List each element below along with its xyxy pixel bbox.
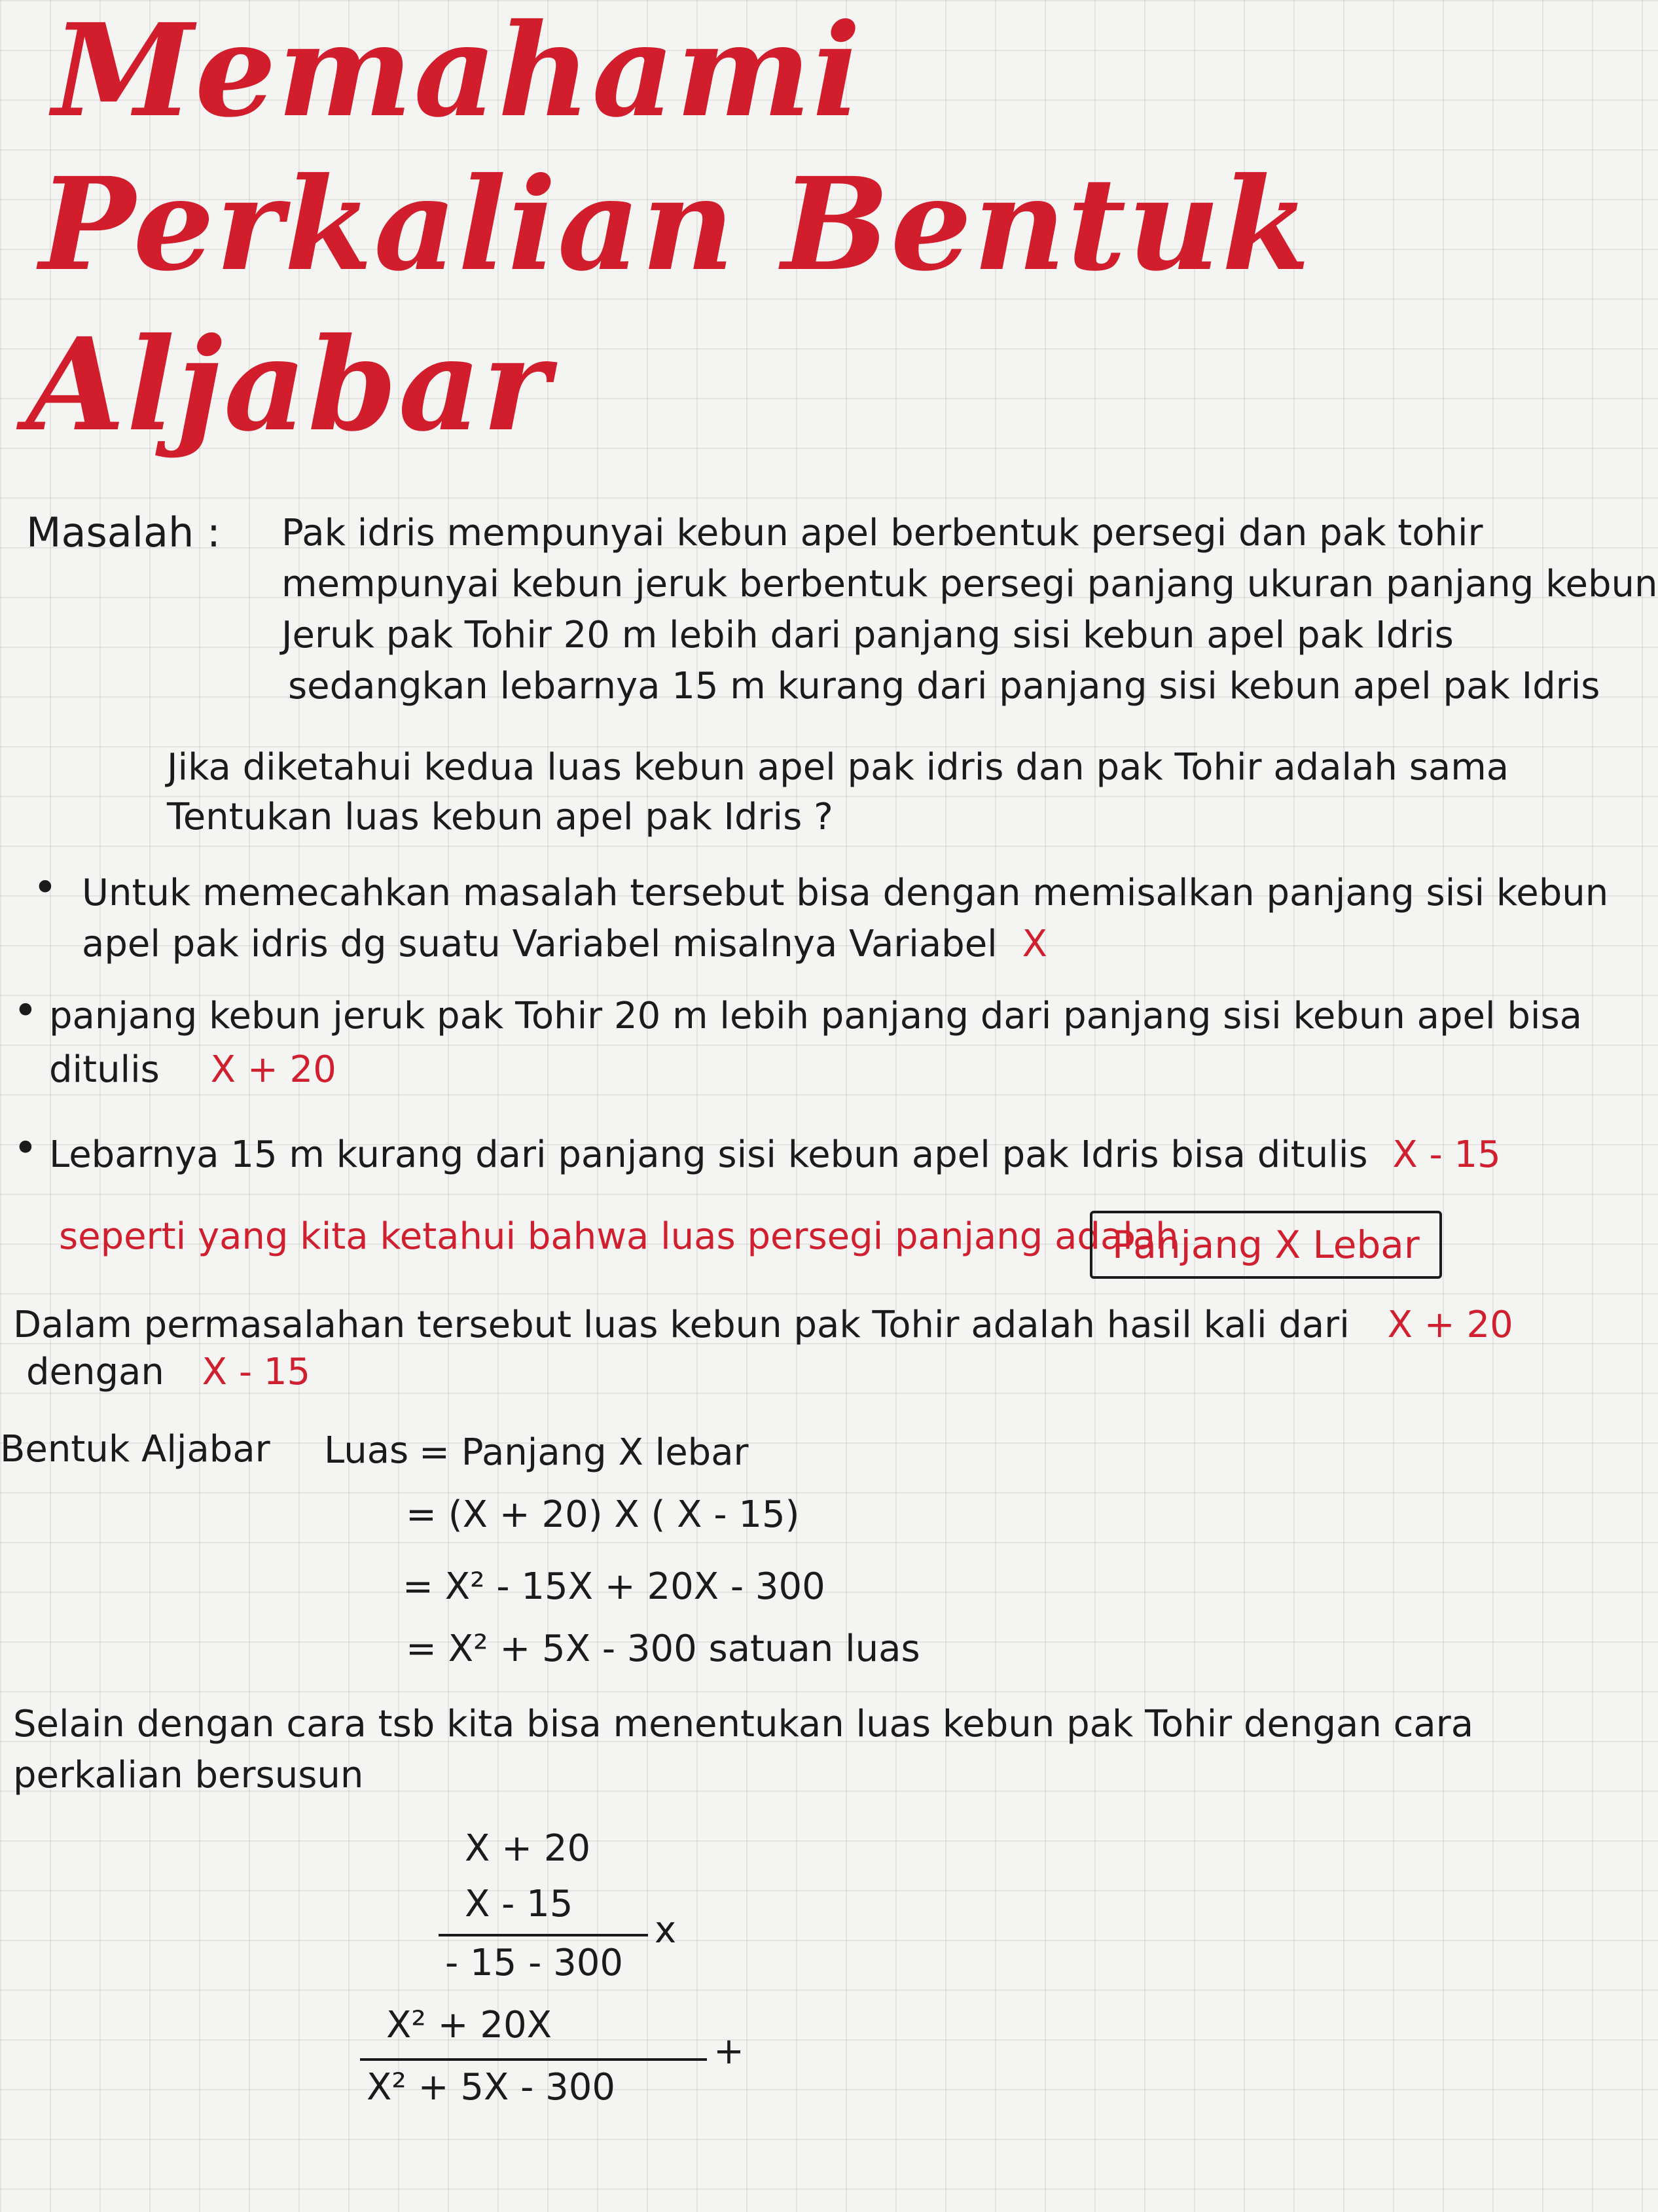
stacked-line-1 [439,1934,648,1936]
algebra-step: = X² + 5X - 300 satuan luas [406,1628,920,1670]
problem-line: sedangkan lebarnya 15 m kurang dari panjang sisi kebun apel pak Idris [288,665,1600,707]
stacked-op-multiply: x [655,1909,677,1952]
bullet-2-line-1: panjang kebun jeruk pak Tohir 20 m lebih panjang dari panjang sisi kebun apel bisa [49,995,1582,1037]
bullet-dot: • [13,987,38,1035]
title-line-2: Perkalian Bentuk [39,149,1312,299]
bullet-dot: • [33,864,58,912]
stacked-result: X² + 5X - 300 [367,2066,616,2109]
problem-line: Jeruk pak Tohir 20 m lebih dari panjang sisi kebun apel pak Idris [281,614,1454,656]
alternative-line: perkalian bersusun [13,1754,364,1796]
bullet-1-highlight: X [1022,923,1047,965]
note-text: seperti yang kita ketahui bahwa luas persegi panjang adalah [59,1215,1179,1258]
stacked-partial-1: - 15 - 300 [445,1942,623,1984]
explanation-line-2: dengan [26,1351,164,1393]
stacked-line-2 [360,2058,707,2061]
problem-line: mempunyai kebun jeruk berbentuk persegi panjang ukuran panjang kebun [281,563,1658,605]
stacked-op-add: + [713,2030,744,2073]
title-line-1: Memahami [52,0,863,145]
bullet-3-highlight: X - 15 [1392,1133,1501,1176]
stacked-row-1: X + 20 [465,1827,591,1870]
algebra-step: = Panjang X lebar [419,1431,749,1474]
alternative-line: Selain dengan cara tsb kita bisa menentukan luas kebun pak Tohir dengan cara [13,1703,1474,1745]
bullet-3-line-1-wrap [49,1132,1501,1178]
algebra-lhs: Luas [324,1429,409,1472]
algebra-step: = X² - 15X + 20X - 300 [403,1565,825,1608]
stacked-partial-2: X² + 20X [386,2004,552,2046]
algebra-label: Bentuk Aljabar [0,1428,270,1471]
explanation-line-1: Dalam permasalahan tersebut luas kebun pak Tohir adalah hasil kali dari [13,1304,1350,1346]
explanation-line-2-wrap [26,1349,310,1395]
bullet-1-line-2: apel pak idris dg suatu Variabel misalnya Variabel [82,923,998,965]
bullet-2-line-2-wrap [49,1047,336,1093]
title-line-3: Aljabar [26,310,551,459]
question-line: Jika diketahui kedua luas kebun apel pak idris dan pak Tohir adalah sama [167,746,1509,789]
explanation-line-1-wrap [13,1302,1513,1348]
problem-label: Masalah : [26,508,221,556]
bullet-1-line-1: Untuk memecahkan masalah tersebut bisa dengan memisalkan panjang sisi kebun [82,872,1609,914]
bullet-dot: • [13,1124,38,1173]
explanation-highlight-1: X + 20 [1387,1304,1513,1346]
formula-box: Panjang X Lebar [1090,1211,1442,1279]
explanation-highlight-2: X - 15 [202,1351,311,1393]
bullet-2-line-2: ditulis [49,1048,160,1091]
bullet-1-line-2-wrap [82,921,1047,967]
bullet-3-line-1: Lebarnya 15 m kurang dari panjang sisi kebun apel pak Idris bisa ditulis [49,1133,1368,1176]
question-line: Tentukan luas kebun apel pak Idris ? [167,796,833,838]
algebra-step: = (X + 20) X ( X - 15) [406,1493,800,1536]
problem-line: Pak idris mempunyai kebun apel berbentuk persegi dan pak tohir [281,512,1483,554]
bullet-2-highlight: X + 20 [210,1048,336,1091]
stacked-row-2: X - 15 [465,1883,573,1925]
